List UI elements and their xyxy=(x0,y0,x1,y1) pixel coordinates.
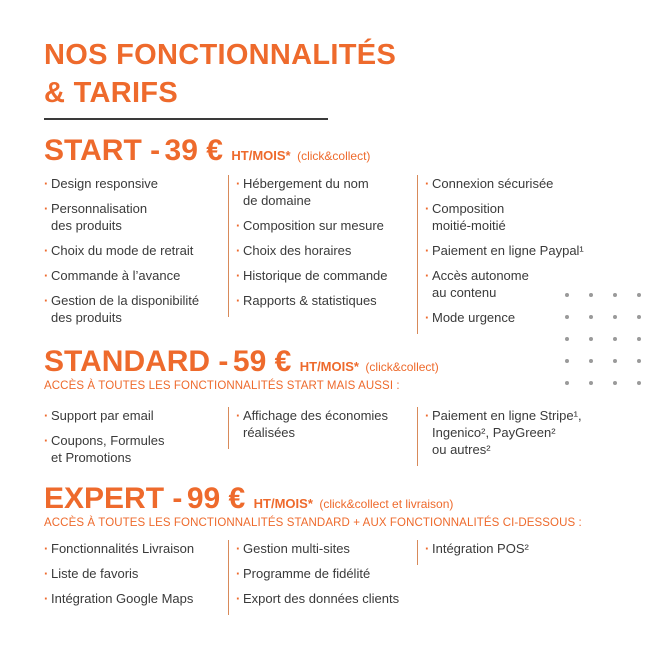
title-line-2: & TARIFS xyxy=(44,77,178,109)
feature-item: · Composition moitié-moitié xyxy=(425,200,607,234)
feature-item: · Paiement en ligne Stripe¹, Ingenico², PayGreen² ou autres² xyxy=(425,407,617,458)
plan-start-period: HT/MOIS* xyxy=(231,148,291,163)
plan-expert-col-2 xyxy=(228,540,418,615)
feature-item: · Paiement en ligne Paypal¹ xyxy=(425,242,607,259)
feature-item: · Fonctionnalités Livraison xyxy=(44,540,230,557)
feature-item: · Historique de commande xyxy=(236,267,418,284)
feature-item: · Design responsive xyxy=(44,175,230,192)
plan-expert-name: EXPERT - xyxy=(44,482,183,515)
feature-item: · Gestion multi-sites xyxy=(236,540,418,557)
plan-expert-header xyxy=(44,482,453,516)
decorative-dot xyxy=(565,381,569,385)
plan-expert-price: 99 € xyxy=(186,482,246,515)
plan-start-col-2 xyxy=(228,175,418,317)
decorative-dot xyxy=(565,359,569,363)
decorative-dot xyxy=(589,337,593,341)
feature-item: · Rapports & statistiques xyxy=(236,292,418,309)
feature-item: · Coupons, Formules et Promotions xyxy=(44,432,230,466)
plan-start-col-1 xyxy=(44,175,230,334)
feature-item: · Mode urgence xyxy=(425,309,607,326)
plan-expert-note: (click&collect et livraison) xyxy=(319,497,454,511)
decorative-dot xyxy=(589,359,593,363)
plan-expert-subtitle: ACCÈS À TOUTES LES FONCTIONNALITÉS STANDARD + AUX FONCTIONNALITÉS CI-DESSOUS : xyxy=(44,517,582,529)
feature-item: · Intégration POS² xyxy=(425,540,607,557)
plan-standard-col-3 xyxy=(417,407,617,466)
plan-standard-name: STANDARD - xyxy=(44,345,229,378)
plan-standard-col-2 xyxy=(228,407,418,449)
plan-standard-header xyxy=(44,345,439,379)
feature-item: · Commande à l’avance xyxy=(44,267,230,284)
decorative-dot-grid xyxy=(560,288,646,386)
plan-expert-col-3 xyxy=(417,540,607,565)
decorative-dot xyxy=(565,293,569,297)
plan-standard-subtitle: ACCÈS À TOUTES LES FONCTIONNALITÉS START MAIS AUSSI : xyxy=(44,380,400,392)
plan-standard-note: (click&collect) xyxy=(365,360,439,374)
title-line-1: NOS FONCTIONNALITÉS xyxy=(44,39,397,71)
decorative-dot xyxy=(637,381,641,385)
plan-start-header xyxy=(44,134,370,168)
plan-standard-col-1 xyxy=(44,407,230,474)
plan-expert-col-1 xyxy=(44,540,230,615)
plan-start-note: (click&collect) xyxy=(297,149,371,163)
plan-standard-period: HT/MOIS* xyxy=(299,359,359,374)
decorative-dot xyxy=(613,337,617,341)
feature-item: · Personnalisation des produits xyxy=(44,200,230,234)
decorative-dot xyxy=(613,315,617,319)
feature-item: · Hébergement du nom de domaine xyxy=(236,175,418,209)
feature-item: · Liste de favoris xyxy=(44,565,230,582)
feature-item: · Choix du mode de retrait xyxy=(44,242,230,259)
decorative-dot xyxy=(637,293,641,297)
feature-item: · Gestion de la disponibilité des produits xyxy=(44,292,230,326)
feature-item: · Affichage des économies réalisées xyxy=(236,407,418,441)
title-divider xyxy=(44,118,328,120)
decorative-dot xyxy=(637,315,641,319)
plan-standard-price: 59 € xyxy=(232,345,292,378)
feature-item: · Choix des horaires xyxy=(236,242,418,259)
decorative-dot xyxy=(589,315,593,319)
plan-start-price: 39 € xyxy=(164,134,223,167)
page-title xyxy=(44,36,396,112)
feature-item: · Intégration Google Maps xyxy=(44,590,230,607)
decorative-dot xyxy=(637,359,641,363)
plan-expert-period: HT/MOIS* xyxy=(253,496,313,511)
decorative-dot xyxy=(613,293,617,297)
decorative-dot xyxy=(613,381,617,385)
feature-item: · Export des données clients xyxy=(236,590,418,607)
decorative-dot xyxy=(589,381,593,385)
feature-item: · Support par email xyxy=(44,407,230,424)
feature-item: · Connexion sécurisée xyxy=(425,175,607,192)
decorative-dot xyxy=(589,293,593,297)
decorative-dot xyxy=(637,337,641,341)
decorative-dot xyxy=(565,315,569,319)
decorative-dot xyxy=(613,359,617,363)
decorative-dot xyxy=(565,337,569,341)
feature-item: · Composition sur mesure xyxy=(236,217,418,234)
feature-item: · Accès autonome au contenu xyxy=(425,267,607,301)
feature-item: · Programme de fidélité xyxy=(236,565,418,582)
plan-start-name: START - xyxy=(44,134,161,167)
